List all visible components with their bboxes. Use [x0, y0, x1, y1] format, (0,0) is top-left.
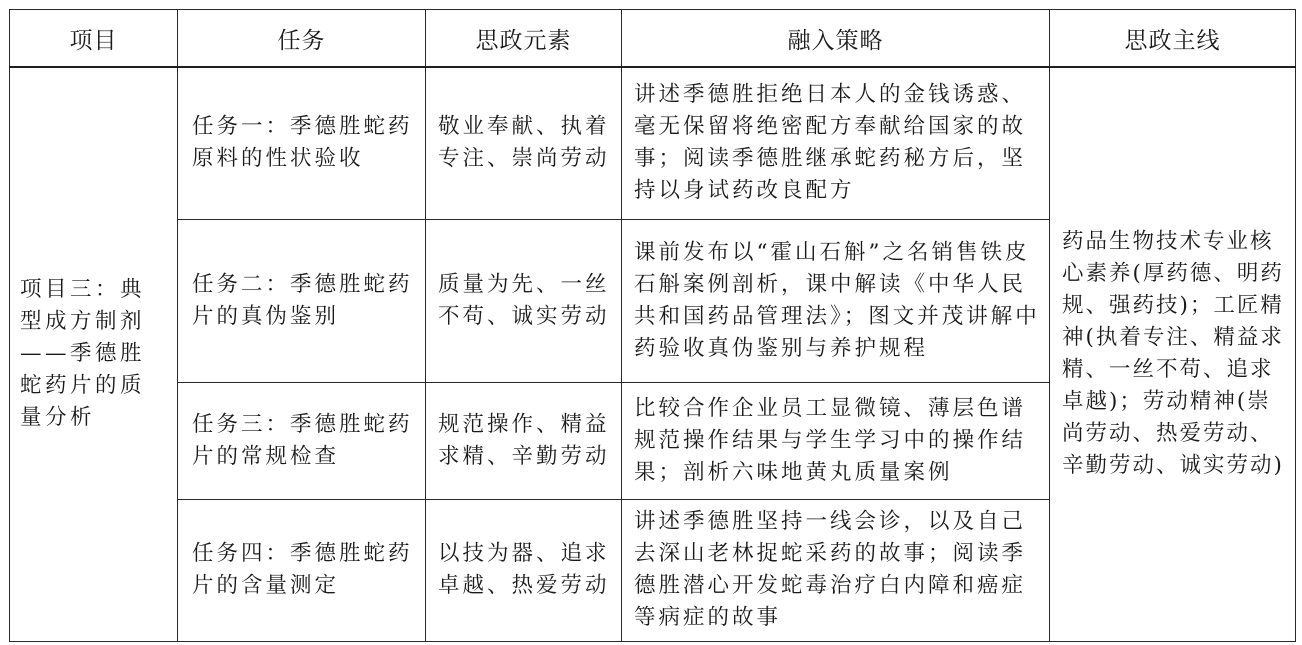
strategy-cell: 比较合作企业员工显微镜、薄层色谱规范操作结果与学生学习中的操作结果；剖析六味地黄丸质量案例 — [622, 382, 1050, 499]
elements-cell: 以技为器、追求卓越、热爱劳动 — [426, 499, 622, 641]
main-line-cell: 药品生物技术专业核心素养(厚药德、明药规、强药技)；工匠精神(执着专注、精益求精、一丝不苟、追求卓越)；劳动精神(崇尚劳动、热爱劳动、辛勤劳动、诚实劳动) — [1050, 67, 1296, 641]
header-project: 项目 — [10, 10, 178, 68]
header-task: 任务 — [178, 10, 426, 68]
elements-cell: 质量为先、一丝不苟、诚实劳动 — [426, 219, 622, 382]
task-cell: 任务二：季德胜蛇药片的真伪鉴别 — [178, 219, 426, 382]
task-cell: 任务三：季德胜蛇药片的常规检查 — [178, 382, 426, 499]
curriculum-table — [9, 9, 1296, 642]
elements-cell: 敬业奉献、执着专注、崇尚劳动 — [426, 67, 622, 219]
project-cell: 项目三：典型成方制剂——季德胜蛇药片的质量分析 — [10, 67, 178, 641]
strategy-cell: 课前发布以“霍山石斛”之名销售铁皮石斛案例剖析，课中解读《中华人民共和国药品管理法》；图文并茂讲解中药验收真伪鉴别与养护规程 — [622, 219, 1050, 382]
header-strategy: 融入策略 — [622, 10, 1050, 68]
table-row — [10, 67, 1296, 219]
header-elements: 思政元素 — [426, 10, 622, 68]
strategy-cell: 讲述季德胜坚持一线会诊，以及自己去深山老林捉蛇采药的故事；阅读季德胜潜心开发蛇毒治疗白内障和癌症等病症的故事 — [622, 499, 1050, 641]
header-row — [10, 10, 1296, 68]
elements-cell: 规范操作、精益求精、辛勤劳动 — [426, 382, 622, 499]
strategy-cell: 讲述季德胜拒绝日本人的金钱诱惑、毫无保留将绝密配方奉献给国家的故事；阅读季德胜继承蛇药秘方后，坚持以身试药改良配方 — [622, 67, 1050, 219]
document-table-container — [9, 9, 1295, 637]
task-cell: 任务一：季德胜蛇药原料的性状验收 — [178, 67, 426, 219]
header-main-line: 思政主线 — [1050, 10, 1296, 68]
task-cell: 任务四：季德胜蛇药片的含量测定 — [178, 499, 426, 641]
